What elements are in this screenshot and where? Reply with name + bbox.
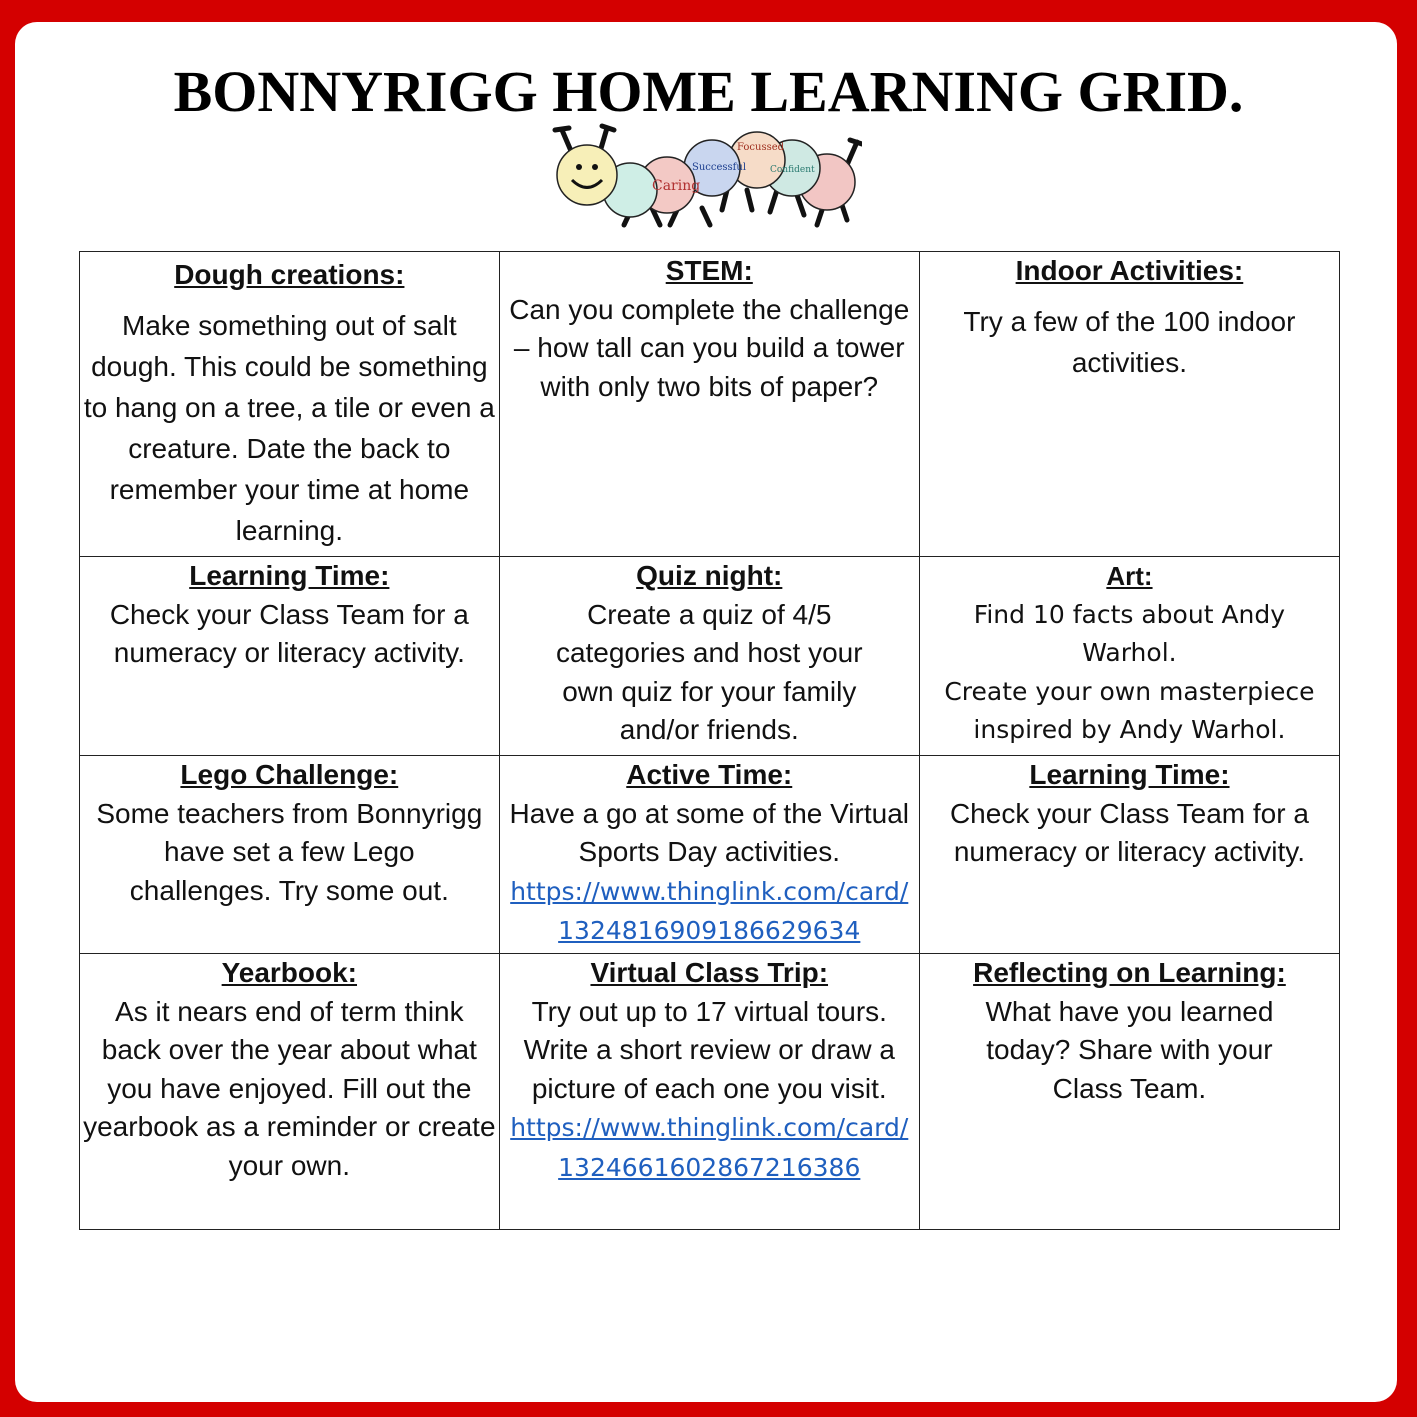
cell-heading: Indoor Activities: <box>1015 255 1244 286</box>
cell-heading: Art: <box>1106 561 1153 591</box>
cell-body: Some teachers from Bonnyrigg have set a few Lego challenges. Try some out. <box>96 797 483 906</box>
grid-row <box>80 252 1340 557</box>
cell-body: Make something out of salt dough. This could be something to hang on a tree, a tile or even a creature. Date the back to remember your time at home learning. <box>83 309 495 546</box>
grid-cell-reflecting <box>919 954 1339 1230</box>
grid-cell-quiz <box>499 557 919 756</box>
cell-body: Check your Class Team for a numeracy or literacy activity. <box>949 797 1309 867</box>
grid-cell-indoor <box>919 252 1339 557</box>
grid-cell-learning-time <box>80 557 500 756</box>
page-title: BONNYRIGG HOME LEARNING GRID. <box>173 59 1244 124</box>
cell-body: Try out up to 17 virtual tours. Write a short review or draw a picture of each one you visit. <box>523 995 895 1104</box>
logo-word-successful: Successful <box>692 162 747 173</box>
cell-heading: Reflecting on Learning: <box>973 957 1286 988</box>
cell-heading: Virtual Class Trip: <box>590 957 829 988</box>
cell-body: Check your Class Team for a numeracy or literacy activity. <box>109 598 469 668</box>
cell-body: Find 10 facts about Andy Warhol. <box>973 599 1286 667</box>
logo-word-caring: Caring <box>652 178 701 194</box>
cell-heading: Dough creations: <box>174 259 405 290</box>
grid-cell-learning-time-2 <box>919 756 1339 954</box>
cell-heading: STEM: <box>665 255 753 286</box>
grid-cell-virtual-trip <box>499 954 919 1230</box>
grid-cell-active-time <box>499 756 919 954</box>
cell-heading: Lego Challenge: <box>180 759 399 790</box>
cell-body: What have you learned today? Share with your Class Team. <box>985 995 1274 1104</box>
cell-heading: Yearbook: <box>221 957 358 988</box>
logo-word-confident: Confident <box>770 165 815 175</box>
grid-cell-art <box>919 557 1339 756</box>
cell-heading: Active Time: <box>626 759 793 790</box>
grid-cell-lego <box>80 756 500 954</box>
logo-word-focussed: Focussed <box>737 142 785 153</box>
cell-heading: Quiz night: <box>636 560 783 591</box>
cell-heading: Learning Time: <box>189 560 390 591</box>
cell-body: Have a go at some of the Virtual Sports Day activities. <box>509 797 909 867</box>
virtual-tours-link[interactable]: https://www.thinglink.com/card/1324661602867216386 <box>510 1113 909 1182</box>
cell-body: Create a quiz of 4/5 categories and host your own quiz for your family and/or friends. <box>555 598 863 745</box>
grid-cell-yearbook <box>80 954 500 1230</box>
grid-row <box>80 954 1340 1230</box>
cell-body: Try a few of the 100 indoor activities. <box>963 305 1296 378</box>
cell-body-2: Create your own masterpiece inspired by Andy Warhol. <box>944 676 1315 744</box>
caterpillar-icon <box>552 120 862 235</box>
grid-cell-dough <box>80 252 500 557</box>
learning-grid <box>79 251 1340 1230</box>
virtual-sports-day-link[interactable]: https://www.thinglink.com/card/1324816909186629634 <box>510 876 909 945</box>
grid-cell-stem <box>499 252 919 557</box>
grid-row <box>80 756 1340 954</box>
cell-heading: Learning Time: <box>1029 759 1230 790</box>
grid-row <box>80 557 1340 756</box>
cell-body: As it nears end of term think back over the year about what you have enjoyed. Fill out the yearbook as a reminder or create your own. <box>83 995 496 1181</box>
cell-body: Can you complete the challenge – how tall can you build a tower with only two bits of paper? <box>509 293 910 402</box>
